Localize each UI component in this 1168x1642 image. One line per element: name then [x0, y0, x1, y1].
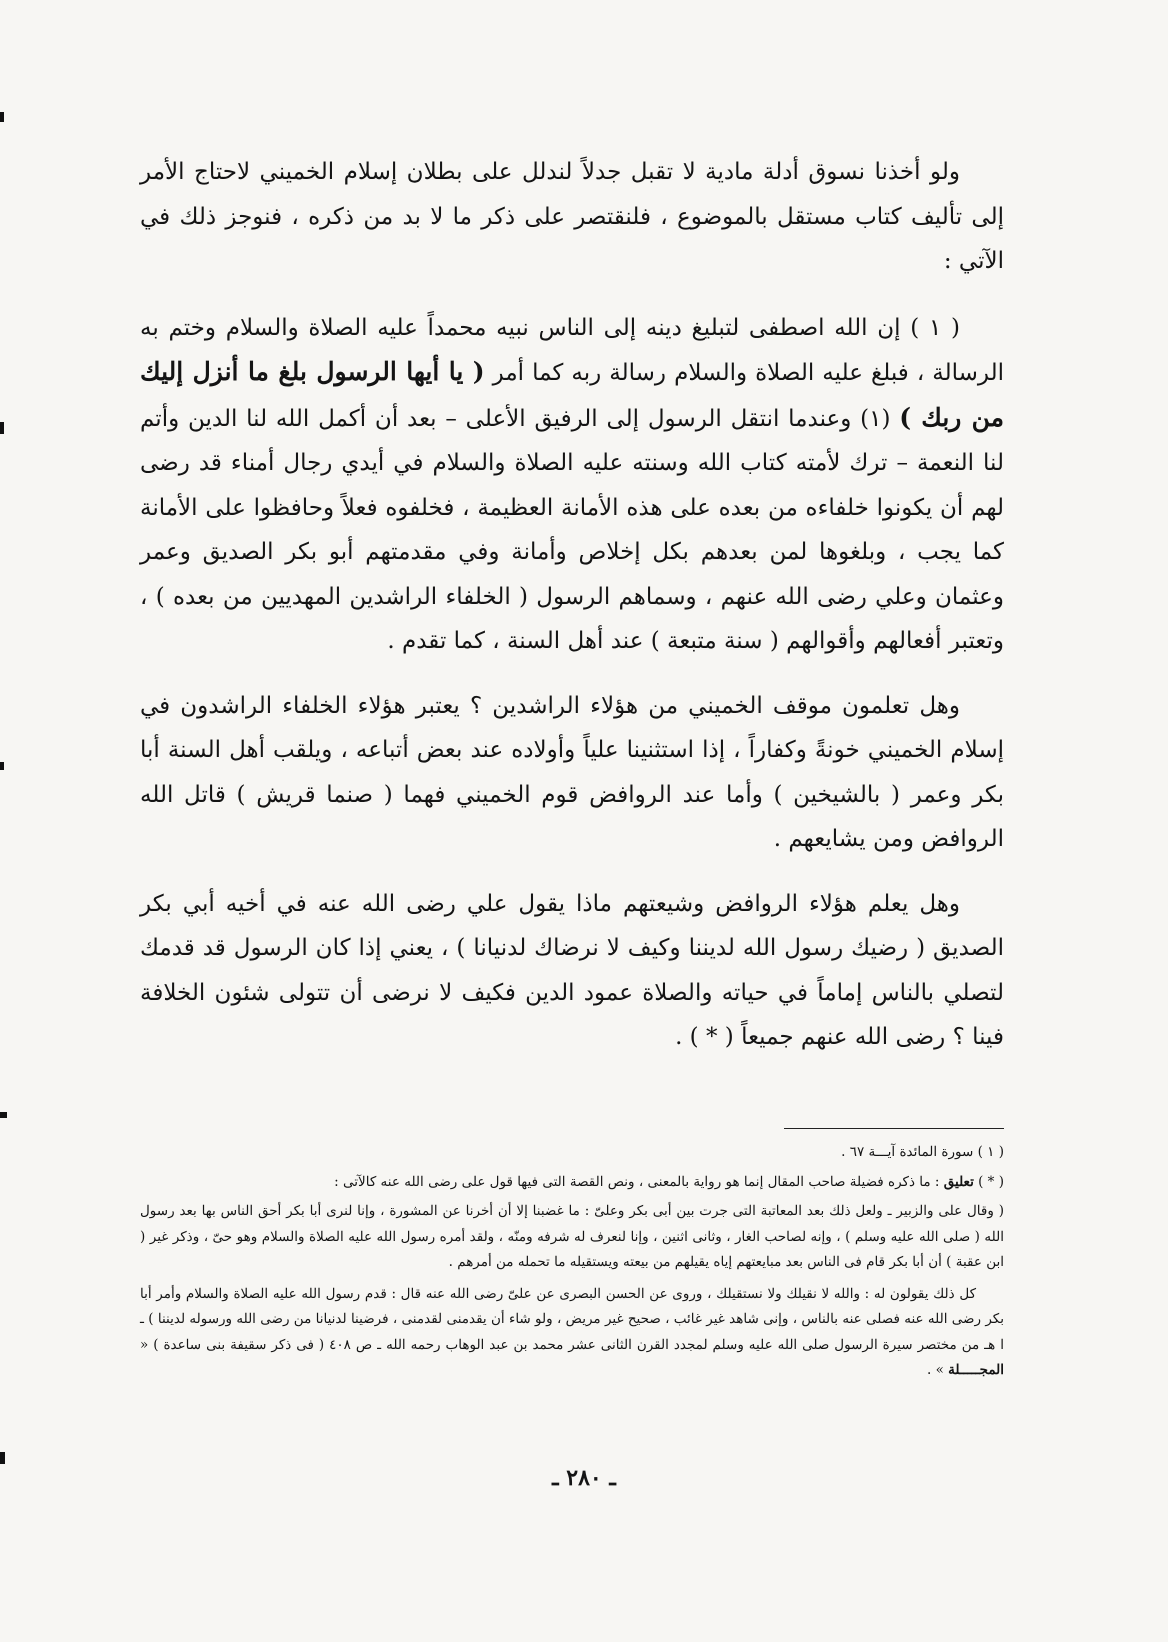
- scan-mark-top-left: [0, 112, 4, 122]
- footnote-comment-marker: ( * ): [973, 1173, 1004, 1190]
- footnote-narration-continued: [140, 1282, 1004, 1384]
- footnote-1: ( ١ ) سورة المائدة آيـــة ٦٧ .: [841, 1144, 1004, 1160]
- paragraph-point-1-before: ( ١ ) إن الله اصطفى لتبليغ دينه إلى الناس نبيه محمداً عليه الصلاة والسلام وختم به الرسالة ، فبلغ عليه الصلاة والسلام رسالة ربه كما أمر: [140, 314, 1005, 386]
- scan-mark-mid-left: [0, 422, 4, 434]
- main-text: [140, 150, 1004, 1080]
- scan-mark-bottom-left-1: [0, 1112, 7, 1118]
- paragraph-intro: ولو أخذنا نسوق أدلة مادية لا تقبل جدلاً لندلل على بطلان إسلام الخميني لاحتاج الأمر إلى تأليف كتاب مستقل بالموضوع ، فلنقتصر على ذكر ما لا بد من ذكره ، فنوجز ذلك في الآتي :: [140, 159, 1004, 274]
- footnote-signature: المجـــــلة: [948, 1362, 1004, 1378]
- quran-quote: ( يا أيها الرسول بلغ ما أنزل إليك من ربك ): [140, 357, 1004, 432]
- paragraph-rashidun: وهل تعلمون موقف الخميني من هؤلاء الراشدين ؟ يعتبر هؤلاء الخلفاء الراشدون في إسلام الخميني خونةً وكفاراً ، إذا استثنينا علياً وأولاده عند بعض أتباعه ، ويلقب أهل السنة أبا بكر وعمر ( بالشيخين ) وأما عند الروافض قوم الخميني فهما ( صنما قريش ) قاتل الله الروافض ومن يشايعهم .: [140, 692, 1004, 852]
- footnote-narration-continued-text: كل ذلك يقولون له : والله لا نقيلك ولا نستقيلك ، وروى عن الحسن البصرى عن علىّ رضى الله عنه قال : قدم رسول الله عليه الصلاة والسلام وأمر أبا بكر رضى الله عنه فصلى عنه بالناس ، وإنى شاهد غير غائب ، صحيح غير مريض ، ولو شاء أن يقدمنى لقدمنى ، فرضينا لدنيانا من رضى الله ورسوله لديننا ) ـ ا هـ من مختصر سيرة الرسول صلى الله عليه وسلم لمجدد القرن الثانى عشر محمد بن عبد الوهاب رحمه الله ـ ص ٤٠٨ ( فى ذكر سقيفة بنى ساعدة ) «: [140, 1285, 1004, 1353]
- scan-mark-lower-left: [0, 762, 4, 770]
- paragraph-ali-quote: وهل يعلم هؤلاء الروافض وشيعتهم ماذا يقول علي رضى الله عنه في أخيه أبي بكر الصديق ( رضيك رسول الله لديننا وكيف لا نرضاك لدنيانا ) ، يعني إذا كان الرسول قد قدمك لتصلي بالناس إماماً في حياته والصلاة عمود الدين فكيف لا نرضى أن تتولى شئون الخلافة فينا ؟ رضى الله عنهم جميعاً ( * ) .: [140, 890, 1004, 1050]
- footnote-separator: [784, 1128, 1004, 1129]
- page-number: ـ ٢٨٠ ـ: [552, 1465, 616, 1491]
- footnotes: [140, 1140, 1004, 1388]
- footnote-comment: [140, 1170, 1004, 1196]
- paragraph-point-1: [140, 306, 1004, 664]
- footnote-signature-close: » .: [926, 1362, 949, 1378]
- footnote-comment-text: : ما ذكره فضيلة صاحب المقال إنما هو رواية بالمعنى ، ونص القصة التى فيها قول على رضى الله عنه كالآتى :: [334, 1173, 944, 1190]
- scan-mark-bottom-left-2: [0, 1452, 5, 1464]
- footnote-narration: ( وقال على والزبير ـ ولعل ذلك بعد المعاتبة التى جرت بين أبى بكر وعلىّ : ما غضبنا إلا أن أخرنا عن المشورة ، وإنا لنرى أبا بكر أحق الناس بها بعد رسول الله ( صلى الله عليه وسلم ) ، وإنه لصاحب الغار ، وثانى اثنين ، وإنا لنعرف له شرفه ومنّه ، ولقد أمره رسول الله عليه الصلاة والسلام وهو حىّ ، وذكر غير ( ابن عقبة ) أن أبا بكر قام فى الناس بعد مبايعتهم إياه يقيلهم من بيعته ويستقيله ما تحمله من أمرهم .: [140, 1203, 1004, 1270]
- footnote-comment-label: تعليق: [943, 1173, 974, 1190]
- paragraph-point-1-after: (١) وعندما انتقل الرسول إلى الرفيق الأعلى – بعد أن أكمل الله لنا الدين وأتم لنا النعمة – ترك لأمته كتاب الله وسنته عليه الصلاة والسلام في أيدي رجال أمناء قد رضى لهم أن يكونوا خلفاءه من بعده على هذه الأمانة العظيمة ، فخلفوه فعلاً وحافظوا على الأمانة كما يجب ، وبلغوها لمن بعدهم بكل إخلاص وأمانة وفي مقدمتهم أبو بكر الصديق وعمر وعثمان وعلي رضى الله عنهم ، وسماهم الرسول ( الخلفاء الراشدين المهديين من بعده ) ، وتعتبر أفعالهم وأقوالهم ( سنة متبعة ) عند أهل السنة ، كما تقدم .: [140, 405, 1004, 654]
